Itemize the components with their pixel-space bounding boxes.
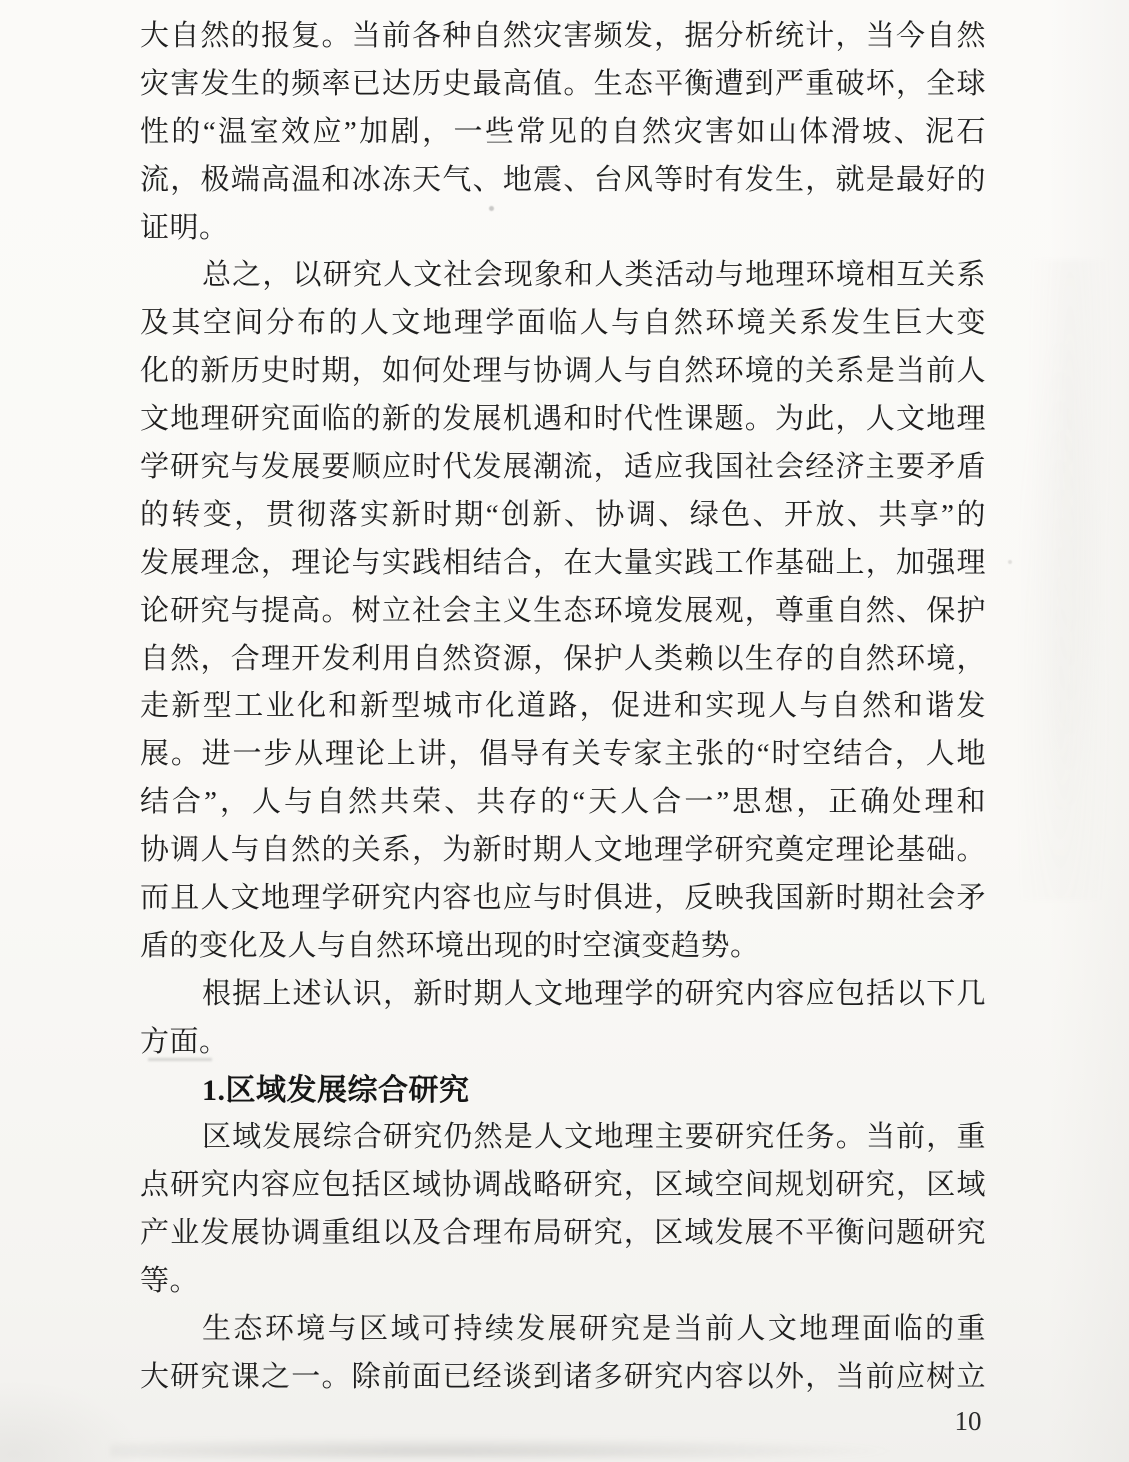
text-line: 学研究与发展要顺应时代发展潮流，适应我国社会经济主要矛盾 xyxy=(140,451,986,484)
text-line: 及其空间分布的人文地理学面临人与自然环境关系发生巨大变 xyxy=(140,307,986,340)
scan-edge-shadow xyxy=(1049,0,1129,1462)
text-line: 点研究内容应包括区域协调战略研究，区域空间规划研究，区域 xyxy=(140,1169,986,1202)
text-line: 协调人与自然的关系，为新时期人文地理学研究奠定理论基础。 xyxy=(140,834,986,867)
text-line: 证明。 xyxy=(140,211,229,244)
paragraph xyxy=(140,13,986,252)
text-line: 生态环境与区域可持续发展研究是当前人文地理面临的重 xyxy=(202,1313,986,1346)
paragraph xyxy=(140,971,986,1067)
text-line: 大自然的报复。当前各种自然灾害频发，据分析统计，当今自然 xyxy=(140,20,986,52)
text-line: 流，极端高温和冰冻天气、地震、台风等时有发生，就是最好的 xyxy=(140,163,986,196)
text-line: 区域发展综合研究仍然是人文地理主要研究任务。当前，重 xyxy=(202,1121,986,1154)
text-line: 总之，以研究人文社会现象和人类活动与地理环境相互关系 xyxy=(202,259,986,292)
text-line: 性的“温室效应”加剧，一些常见的自然灾害如山体滑坡、泥石 xyxy=(140,115,986,148)
text-line: 灾害发生的频率已达历史最高值。生态平衡遭到严重破坏，全球 xyxy=(140,67,986,100)
scan-smudge-bottom xyxy=(110,1438,890,1458)
text-line: 而且人文地理学研究内容也应与时俱进，反映我国新时期社会矛 xyxy=(140,882,986,915)
paragraph xyxy=(140,1306,986,1402)
text-line: 等。 xyxy=(140,1265,200,1298)
paragraph xyxy=(140,252,986,970)
paragraph xyxy=(140,1114,986,1306)
text-line: 走新型工业化和新型城市化道路，促进和实现人与自然和谐发 xyxy=(140,690,986,723)
text-line: 结合”，人与自然共荣、共存的“天人合一”思想，正确处理和 xyxy=(140,786,986,819)
text-line: 的转变，贯彻落实新时期“创新、协调、绿色、开放、共享”的 xyxy=(140,498,986,531)
text-line: 发展理念，理论与实践相结合，在大量实践工作基础上，加强理 xyxy=(140,546,986,579)
text-line: 论研究与提高。树立社会主义生态环境发展观，尊重自然、保护 xyxy=(140,594,986,627)
scan-bleedthrough xyxy=(1020,260,1120,900)
text-line: 大研究课之一。除前面已经谈到诸多研究内容以外，当前应树立 xyxy=(140,1360,986,1393)
text-line: 方面。 xyxy=(140,1025,229,1058)
text-line: 文地理研究面临的新的发展机遇和时代性课题。为此，人文地理 xyxy=(140,403,986,436)
scan-smudge-corner xyxy=(0,1380,140,1462)
text-line: 1.区域发展综合研究 xyxy=(202,1073,470,1107)
text-line: 自然，合理开发利用自然资源，保护人类赖以生存的自然环境， xyxy=(140,642,986,675)
text-line: 盾的变化及人与自然环境出现的时空演变趋势。 xyxy=(140,929,760,962)
text-block xyxy=(140,13,986,1402)
text-line: 产业发展协调重组以及合理布局研究，区域发展不平衡问题研究 xyxy=(140,1217,986,1250)
scan-dust-speck xyxy=(1008,560,1012,564)
page-number: 10 xyxy=(954,1406,982,1436)
text-line: 展。进一步从理论上讲，倡导有关专家主张的“时空结合，人地 xyxy=(140,738,986,771)
text-line: 根据上述认识，新时期人文地理学的研究内容应包括以下几 xyxy=(202,977,986,1010)
text-line: 化的新历史时期，如何处理与协调人与自然环境的关系是当前人 xyxy=(140,355,986,388)
section-heading xyxy=(140,1067,986,1115)
